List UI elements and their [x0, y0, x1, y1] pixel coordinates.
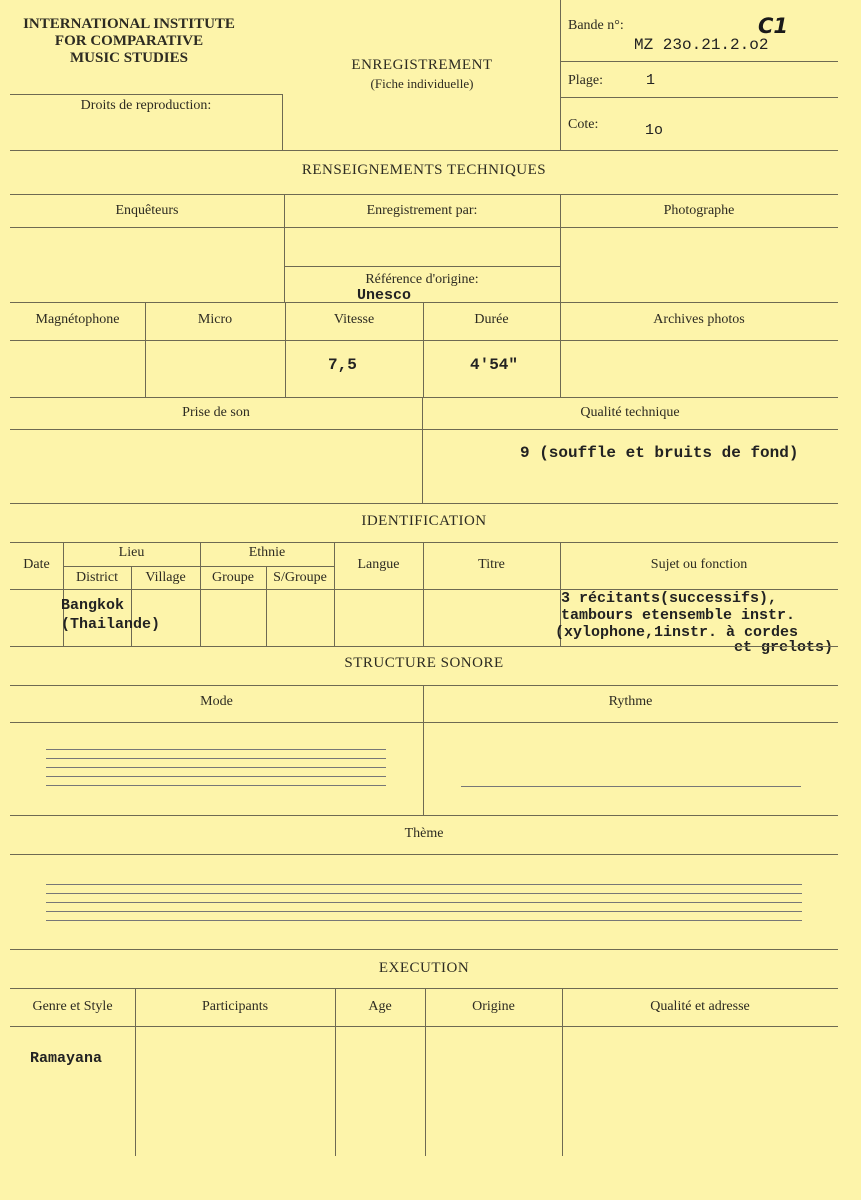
lieu-value-line-2: (Thailande)	[61, 616, 161, 633]
tech-line-2	[10, 227, 838, 228]
mode-staff-line-5	[46, 785, 386, 786]
struct-bottom-line	[10, 949, 838, 950]
section-technique-title: RENSEIGNEMENTS TECHNIQUES	[301, 162, 547, 178]
sgroupe-label: S/Groupe	[273, 570, 327, 585]
bande-label: Bande n°:	[568, 18, 624, 33]
participants-label: Participants	[201, 999, 269, 1014]
header-line-bande	[560, 61, 838, 62]
plage-label: Plage:	[568, 73, 603, 88]
magnetophone-label: Magnétophone	[35, 312, 120, 327]
titre-label: Titre	[478, 557, 505, 572]
tech-vdiv-6	[560, 302, 561, 397]
origine-label: Origine	[472, 999, 515, 1014]
sujet-value-line-4: et grelots)	[734, 639, 834, 656]
exec-vdiv-3	[425, 988, 426, 1156]
date-label: Date	[23, 557, 50, 572]
ident-vdiv-6	[423, 542, 424, 646]
section-structure-title: STRUCTURE SONORE	[344, 655, 504, 671]
exec-vdiv-1	[135, 988, 136, 1156]
theme-staff-line-2	[46, 893, 802, 894]
struct-line-1	[10, 685, 838, 686]
tech-line-6	[10, 429, 838, 430]
reference-label: Référence d'origine:	[365, 272, 479, 287]
struct-line-2	[10, 722, 838, 723]
qualite-technique-label: Qualité technique	[580, 405, 680, 420]
form-title: ENREGISTREMENT	[351, 57, 493, 73]
enqueteurs-label: Enquêteurs	[115, 203, 179, 218]
mode-staff-line-3	[46, 767, 386, 768]
sujet-value-line-2: tambours etensemble instr.	[561, 607, 796, 624]
ident-subheader-line	[63, 566, 334, 567]
tech-vdiv-4	[285, 302, 286, 397]
reference-line	[284, 266, 560, 267]
ident-vdiv-4	[266, 566, 267, 646]
header-line-plage	[560, 97, 838, 98]
exec-vdiv-4	[562, 988, 563, 1156]
plage-value: 1	[646, 72, 656, 89]
tech-bottom-line	[10, 503, 838, 504]
archives-label: Archives photos	[653, 312, 745, 327]
institute-name	[4, 16, 254, 67]
exec-vdiv-2	[335, 988, 336, 1156]
tech-vdiv-2	[560, 194, 561, 302]
duree-value: 4'54"	[470, 356, 519, 374]
header-divider-left	[282, 94, 283, 150]
photographe-label: Photographe	[663, 203, 735, 218]
tech-line-1	[10, 194, 838, 195]
struct-line-4	[10, 854, 838, 855]
sujet-value-line-1: 3 récitants(successifs),	[561, 590, 778, 607]
droits-label: Droits de reproduction:	[80, 98, 212, 113]
tech-line-4	[10, 340, 838, 341]
cote-label: Cote:	[568, 117, 599, 132]
mode-staff-line-1	[46, 749, 386, 750]
institute-line-1: INTERNATIONAL INSTITUTE	[23, 16, 235, 32]
mode-staff-line-4	[46, 776, 386, 777]
struct-vdiv	[423, 685, 424, 815]
enregistrement-par-label: Enregistrement par:	[366, 203, 478, 218]
theme-staff-line-4	[46, 911, 802, 912]
bande-value: MZ 23o.21.2.o2	[634, 36, 769, 54]
struct-line-3	[10, 815, 838, 816]
langue-label: Langue	[357, 557, 400, 572]
micro-label: Micro	[197, 312, 233, 327]
tech-line-5	[10, 397, 838, 398]
ident-vdiv-5	[334, 542, 335, 646]
header-divider-right	[560, 0, 561, 150]
tech-vdiv-3	[145, 302, 146, 397]
genre-value: Ramayana	[30, 1050, 103, 1067]
ident-vdiv-2	[131, 566, 132, 646]
header-line-droits	[10, 94, 282, 95]
theme-staff-line-3	[46, 902, 802, 903]
theme-staff-line-1	[46, 884, 802, 885]
qualite-adresse-label: Qualité et adresse	[650, 999, 750, 1014]
prise-de-son-label: Prise de son	[182, 405, 250, 420]
cote-value: 1o	[645, 122, 664, 139]
section-identification-title: IDENTIFICATION	[361, 513, 487, 529]
theme-staff-line-5	[46, 920, 802, 921]
ident-line-1	[10, 542, 838, 543]
lieu-label: Lieu	[118, 545, 145, 560]
rythme-label: Rythme	[608, 694, 653, 709]
lieu-value-line-1: Bangkok	[61, 597, 125, 614]
village-label: Village	[145, 570, 186, 585]
tech-vdiv-7	[422, 397, 423, 503]
tech-vdiv-5	[423, 302, 424, 397]
groupe-label: Groupe	[212, 570, 254, 585]
ident-bottom-line	[10, 646, 838, 647]
ident-vdiv-3	[200, 542, 201, 646]
institute-line-3: MUSIC STUDIES	[70, 50, 188, 66]
mode-staff-line-2	[46, 758, 386, 759]
genre-label: Genre et Style	[32, 999, 113, 1014]
vitesse-value: 7,5	[328, 356, 357, 374]
theme-label: Thème	[404, 826, 444, 841]
ethnie-label: Ethnie	[248, 545, 286, 560]
qualite-technique-value: 9 (souffle et bruits de fond)	[520, 444, 799, 462]
sujet-label: Sujet ou fonction	[650, 557, 748, 572]
bande-handwritten-mark: C1	[758, 14, 789, 38]
reference-value: Unesco	[357, 287, 412, 304]
mode-label: Mode	[200, 694, 233, 709]
district-label: District	[76, 570, 118, 585]
section-execution-title: EXECUTION	[378, 960, 470, 976]
institute-line-2: FOR COMPARATIVE	[54, 33, 204, 49]
vitesse-label: Vitesse	[333, 312, 375, 327]
form-subtitle: (Fiche individuelle)	[370, 76, 474, 91]
rythme-line	[461, 786, 801, 787]
tech-line-3	[10, 302, 838, 303]
header-bottom-line	[10, 150, 838, 151]
age-label: Age	[368, 999, 392, 1014]
sujet-value-line-3: (xylophone,1instr. à cordes	[555, 624, 799, 641]
duree-label: Durée	[474, 312, 509, 327]
